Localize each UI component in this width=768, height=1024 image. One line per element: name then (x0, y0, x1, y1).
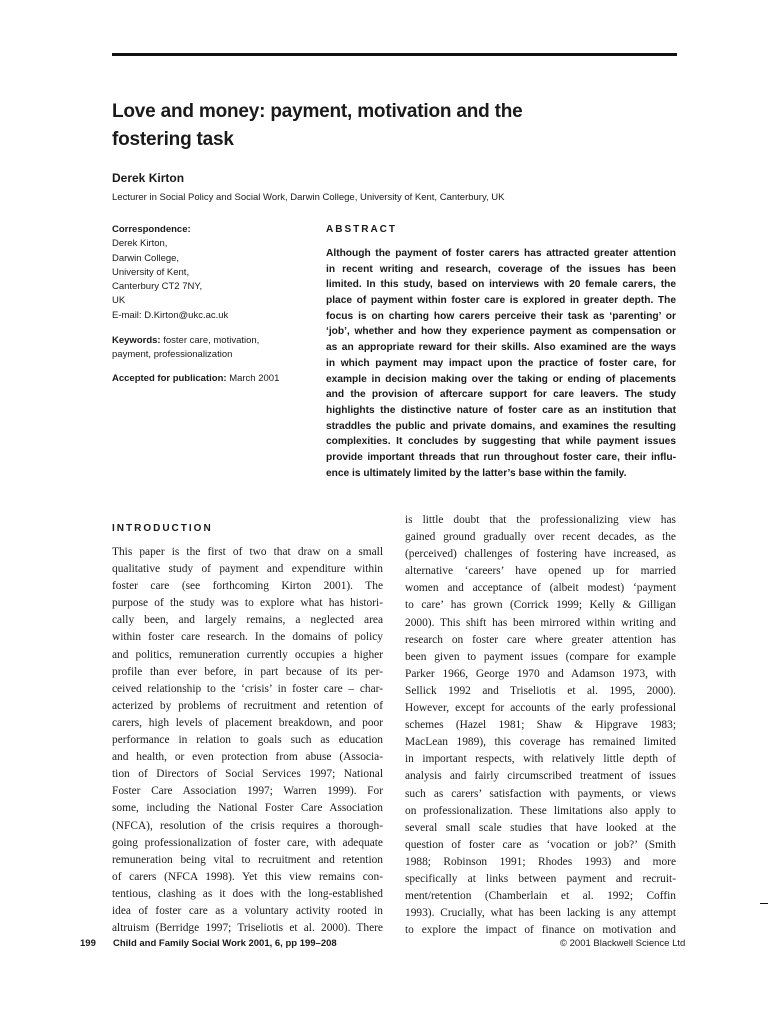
body-line: some, including the National Foster Care Association (112, 802, 383, 815)
body-line: foster care (see forthcoming Kirton 2001). The (112, 580, 383, 593)
keywords-line-1: foster care, motivation, (163, 335, 260, 347)
correspondence-line: Canterbury CT2 7NY, (112, 281, 203, 293)
author-name: Derek Kirton (112, 171, 185, 185)
abstract-line: as an appropriate reward for their skills. Also examined are the ways (326, 342, 676, 354)
abstract-line: in recent writing and research, coverage of the issues has been (326, 263, 676, 275)
body-line: and politics, remuneration currently occupies a higher (112, 648, 383, 661)
accepted-value: March 2001 (229, 372, 280, 384)
body-line: tion of Directors of Social Services 1997; National (112, 768, 383, 781)
copyright-notice: © 2001 Blackwell Science Ltd (560, 938, 686, 949)
correspondence-line: Derek Kirton, (112, 238, 168, 250)
abstract-line: ‘job’, whether and how they experience payment as compensation or (326, 326, 676, 338)
abstract-heading: ABSTRACT (326, 224, 397, 235)
abstract-line: straddles the public and private domains, and examines the resulting (326, 420, 676, 432)
correspondence-line: UK (112, 295, 126, 307)
body-line: (perceived) challenges of fostering have increased, as (405, 548, 676, 561)
abstract-line: limited. In this study, based on interviews with 20 female carers, the (326, 279, 676, 291)
body-line: 1988; Robinson 1991; Rhodes 1993) and more (405, 855, 676, 868)
body-line: alternative ‘careers’ have opened up for married (405, 565, 676, 578)
keywords-label: Keywords: (112, 335, 161, 347)
abstract-line: provide important threads that run throughout foster care, their influ- (326, 451, 676, 463)
abstract-line: highlights the distinctive nature of foster care as an institution that (326, 404, 676, 416)
correspondence-label: Correspondence: (112, 224, 191, 235)
body-line: 1993). Crucially, what has been lacking is any attempt (405, 907, 676, 920)
article-title (112, 98, 632, 154)
body-line: tentious, clashing as it does with the long-established (112, 887, 383, 900)
body-line: performance in relation to goals such as education (112, 734, 383, 747)
body-line: question of foster care as ‘vocation or job?’ (Smith (405, 838, 676, 851)
title-line-1: Love and money: payment, motivation and the (112, 101, 523, 122)
body-line: altruism (Berridge 1997; Triseliotis et al. 2000). There (112, 922, 383, 935)
body-line: to care’ has grown (Corrick 1999; Kelly & Gilligan (405, 599, 676, 612)
body-line: Parker 1966, George 1970 and Adamson 1973, with (405, 667, 676, 680)
body-line: within foster care research. In the domains of policy (112, 631, 383, 644)
body-line: ment/retention (Chamberlain et al. 1992; Coffin (405, 890, 676, 903)
article-metadata (112, 223, 307, 386)
body-line: is little doubt that the professionalizing view has (405, 514, 676, 526)
body-line: 2000). This shift has been mirrored within writing and (405, 616, 676, 629)
keywords (112, 334, 307, 363)
abstract-line: complexities. It concludes by suggesting that while payment issues (326, 436, 676, 448)
body-line: research on foster care where greater attention has (405, 633, 676, 646)
body-column-left (112, 544, 383, 937)
journal-citation: Child and Family Social Work 2001, 6, pp 199–208 (113, 938, 337, 949)
body-line: remuneration being vital to recruitment and retention (112, 853, 383, 866)
body-line: However, except for accounts of the early professional (405, 702, 676, 715)
abstract-line: example in decision making over the taking or ending of placements (326, 373, 676, 385)
body-line: on professionalization. These limitations also apply to (405, 804, 676, 817)
body-line: such as carers’ satisfaction with payments, or views (405, 787, 676, 800)
author-affiliation: Lecturer in Social Policy and Social Work, Darwin College, University of Kent, Canterbury, UK (112, 192, 505, 203)
body-line: ceived relationship to the ‘crisis’ in foster care – char- (112, 682, 383, 695)
body-line: schemes (Hazel 1981; Shaw & Hipgrave 1983; (405, 719, 676, 732)
accepted-date (112, 372, 307, 386)
edge-mark (760, 903, 768, 904)
keywords-line-2: payment, professionalization (112, 349, 233, 361)
body-line: MacLean 1989), this coverage has remained limited (405, 736, 676, 749)
abstract-line: place of payment within foster care is explored in greater depth. The (326, 295, 676, 307)
body-line: in important respects, with relatively little depth of (405, 753, 676, 766)
abstract-line: ence is ultimately limited by the latter’s base within the family. (326, 467, 627, 479)
abstract-line: Although the payment of foster carers has attracted greater attention (326, 248, 676, 259)
body-line: acterized by problems of recruitment and retention of (112, 699, 383, 712)
abstract-text (326, 246, 676, 481)
abstract-line: in which payment may impact upon the practice of foster care, for (326, 357, 676, 369)
correspondence-line: University of Kent, (112, 266, 190, 278)
body-line: purpose of the study was to explore what has histori- (112, 597, 383, 610)
abstract-line: focus is on charting how carers perceive their task as ‘parenting’ or (326, 310, 676, 322)
body-line: Sellick 1992 and Triseliotis et al. 1995, 2000). (405, 684, 676, 697)
body-line: going professionalization of foster care, with adequate (112, 836, 383, 849)
body-column-right (405, 512, 676, 939)
body-line: qualitative study of payment and expenditure within (112, 563, 383, 576)
body-line: and health, or even protection from abuse (Associa- (112, 751, 383, 764)
accepted-label: Accepted for publication: (112, 372, 227, 384)
body-line: several small scale studies that have looked at the (405, 821, 676, 834)
body-line: This paper is the first of two that draw on a small (112, 546, 383, 558)
body-line: carers, high levels of placement breakdown, and poor (112, 716, 383, 729)
body-line: idea of foster care as a voluntary activity rooted in (112, 904, 383, 917)
body-line: Foster Care Association 1997; Warren 1999). For (112, 785, 383, 798)
body-line: analysis and fairly circumscribed treatment of issues (405, 770, 676, 783)
page-number: 199 (80, 938, 96, 949)
correspondence-email[interactable]: E-mail: D.Kirton@ukc.ac.uk (112, 309, 229, 321)
body-line: of carers (NFCA 1998). Yet this view remains con- (112, 870, 383, 883)
introduction-heading: INTRODUCTION (112, 523, 213, 534)
body-line: gained ground gradually over recent decades, as the (405, 531, 676, 544)
correspondence-address (112, 237, 307, 323)
abstract-line: and the provision of aftercare support for care leavers. The study (326, 389, 676, 401)
top-rule (112, 53, 677, 56)
body-line: profile than ever before, in part because of its per- (112, 665, 383, 678)
title-line-2: fostering task (112, 129, 234, 150)
body-line: specifically at links between payment and recruit- (405, 872, 676, 885)
body-line: women and acceptance of (albeit modest) ‘payment (405, 582, 676, 595)
body-line: (NFCA), resolution of the crisis requires a thorough- (112, 819, 383, 832)
body-line: cally been, and largely remains, a neglected area (112, 614, 383, 627)
body-line: to explore the impact of finance on motivation and (405, 924, 676, 937)
correspondence-line: Darwin College, (112, 252, 180, 264)
body-line: been given to payment issues (compare for example (405, 650, 676, 663)
